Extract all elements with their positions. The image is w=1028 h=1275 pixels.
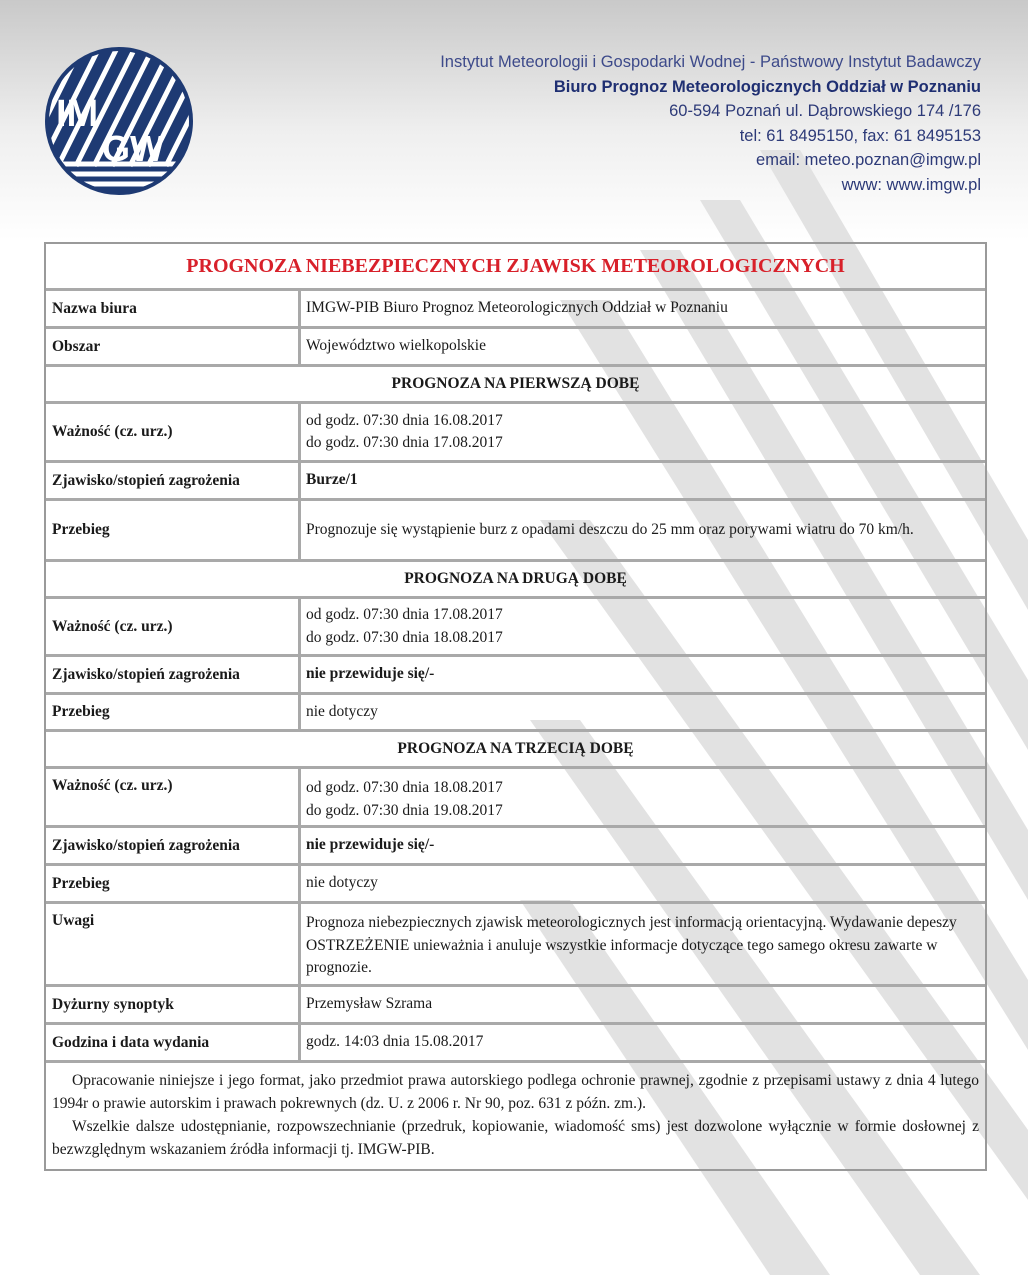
course-label: Przebieg <box>46 501 301 559</box>
day-heading: PROGNOZA NA PIERWSZĄ DOBĘ <box>391 375 640 392</box>
table-row <box>46 654 985 692</box>
institute-header <box>440 50 981 197</box>
forecast-title: PROGNOZA NIEBEZPIECZNYCH ZJAWISK METEOROLOGICZNYCH <box>186 254 845 277</box>
phone-fax: tel: 61 8495150, fax: 61 8495153 <box>739 126 981 145</box>
phenomenon-value: Burze/1 <box>306 471 358 489</box>
logo-text-top: IM <box>56 93 99 135</box>
validity-to: do godz. 07:30 dnia 19.08.2017 <box>306 801 503 819</box>
table-row <box>46 825 985 863</box>
area-label: Obszar <box>46 329 301 364</box>
table-row <box>46 863 985 901</box>
table-row <box>46 401 985 460</box>
phenomenon-label: Zjawisko/stopień zagrożenia <box>46 657 301 692</box>
table-row <box>46 460 985 498</box>
validity-value <box>301 404 985 460</box>
validity-from: od godz. 07:30 dnia 16.08.2017 <box>306 411 503 429</box>
area-value: Województwo wielkopolskie <box>306 337 486 355</box>
validity-value <box>301 769 985 825</box>
office-label: Nazwa biura <box>46 291 301 326</box>
copyright-notice <box>46 1063 985 1169</box>
copyright-paragraph-1: Opracowanie niniejsze i jego format, jako przedmiot prawa autorskiego podlega ochronie prawnej, zgodnie z przepisami ustawy z dnia 4 lutego 1994r o prawie autorskim i prawach pokrewnych (dz. U. z 2006 r. Nr 90, poz. 631 z późn. zm.). <box>52 1072 979 1112</box>
issued-label: Godzina i data wydania <box>46 1025 301 1060</box>
validity-label: Ważność (cz. urz.) <box>46 404 301 460</box>
validity-label: Ważność (cz. urz.) <box>46 599 301 654</box>
table-row <box>46 326 985 364</box>
imgw-logo <box>44 46 194 196</box>
forecaster-label: Dyżurny synoptyk <box>46 987 301 1022</box>
course-value: nie dotyczy <box>306 874 378 892</box>
table-row <box>46 498 985 559</box>
table-row <box>46 692 985 729</box>
validity-to: do godz. 07:30 dnia 18.08.2017 <box>306 628 503 646</box>
forecaster-value: Przemysław Szrama <box>306 995 433 1013</box>
day-heading: PROGNOZA NA TRZECIĄ DOBĘ <box>397 740 634 757</box>
table-row <box>46 596 985 654</box>
validity-label: Ważność (cz. urz.) <box>46 769 301 825</box>
remarks-label: Uwagi <box>46 904 301 984</box>
institute-name: Instytut Meteorologii i Gospodarki Wodnej - Państwowy Instytut Badawczy <box>440 53 981 71</box>
phenomenon-value: nie przewiduje się/- <box>306 665 435 683</box>
phenomenon-label: Zjawisko/stopień zagrożenia <box>46 828 301 863</box>
copyright-row <box>46 1060 985 1169</box>
day-heading: PROGNOZA NA DRUGĄ DOBĘ <box>404 570 627 587</box>
day-heading-row <box>46 729 985 766</box>
table-row <box>46 1022 985 1060</box>
day-heading-row <box>46 364 985 401</box>
remarks-value: Prognoza niebezpiecznych zjawisk meteorologicznych jest informacją orientacyjną. Wydawanie depeszy OSTRZEŻENIE unieważnia i anuluje wszystkie informacje dotyczące tego samego okresu zawarte w prognozie. <box>306 914 957 976</box>
validity-value <box>301 599 985 654</box>
office-name: Biuro Prognoz Meteorologicznych Oddział w Poznaniu <box>553 77 981 96</box>
email[interactable]: email: meteo.poznan@imgw.pl <box>756 151 981 169</box>
phenomenon-label: Zjawisko/stopień zagrożenia <box>46 463 301 498</box>
table-row <box>46 766 985 825</box>
table-row <box>46 901 985 984</box>
copyright-paragraph-2: Wszelkie dalsze udostępnianie, rozpowszechnianie (przedruk, kopiowanie, wiadomość sms) jest dozwolone wyłącznie w formie dosłownej z bezwzględnym wskazaniem źródła informacji tj. IMGW-PIB. <box>52 1118 979 1158</box>
table-row <box>46 984 985 1022</box>
office-value: IMGW-PIB Biuro Prognoz Meteorologicznych Oddział w Poznaniu <box>306 299 728 317</box>
validity-from: od godz. 07:30 dnia 17.08.2017 <box>306 606 503 623</box>
forecast-table <box>44 242 987 1171</box>
website[interactable]: www: www.imgw.pl <box>841 175 981 194</box>
course-label: Przebieg <box>46 695 301 729</box>
validity-from: od godz. 07:30 dnia 18.08.2017 <box>306 779 503 796</box>
issued-value: godz. 14:03 dnia 15.08.2017 <box>306 1033 484 1051</box>
table-row <box>46 288 985 326</box>
course-label: Przebieg <box>46 866 301 901</box>
course-value: Prognozuje się wystąpienie burz z opadami deszczu do 25 mm oraz porywami wiatru do 70 km/h. <box>306 520 914 538</box>
title-row <box>46 244 985 288</box>
day-heading-row <box>46 559 985 596</box>
address: 60-594 Poznań ul. Dąbrowskiego 174 /176 <box>669 102 981 120</box>
phenomenon-value: nie przewiduje się/- <box>306 836 435 854</box>
validity-to: do godz. 07:30 dnia 17.08.2017 <box>306 434 503 451</box>
course-value: nie dotyczy <box>306 702 378 720</box>
logo-text-bottom: GW <box>102 128 164 169</box>
